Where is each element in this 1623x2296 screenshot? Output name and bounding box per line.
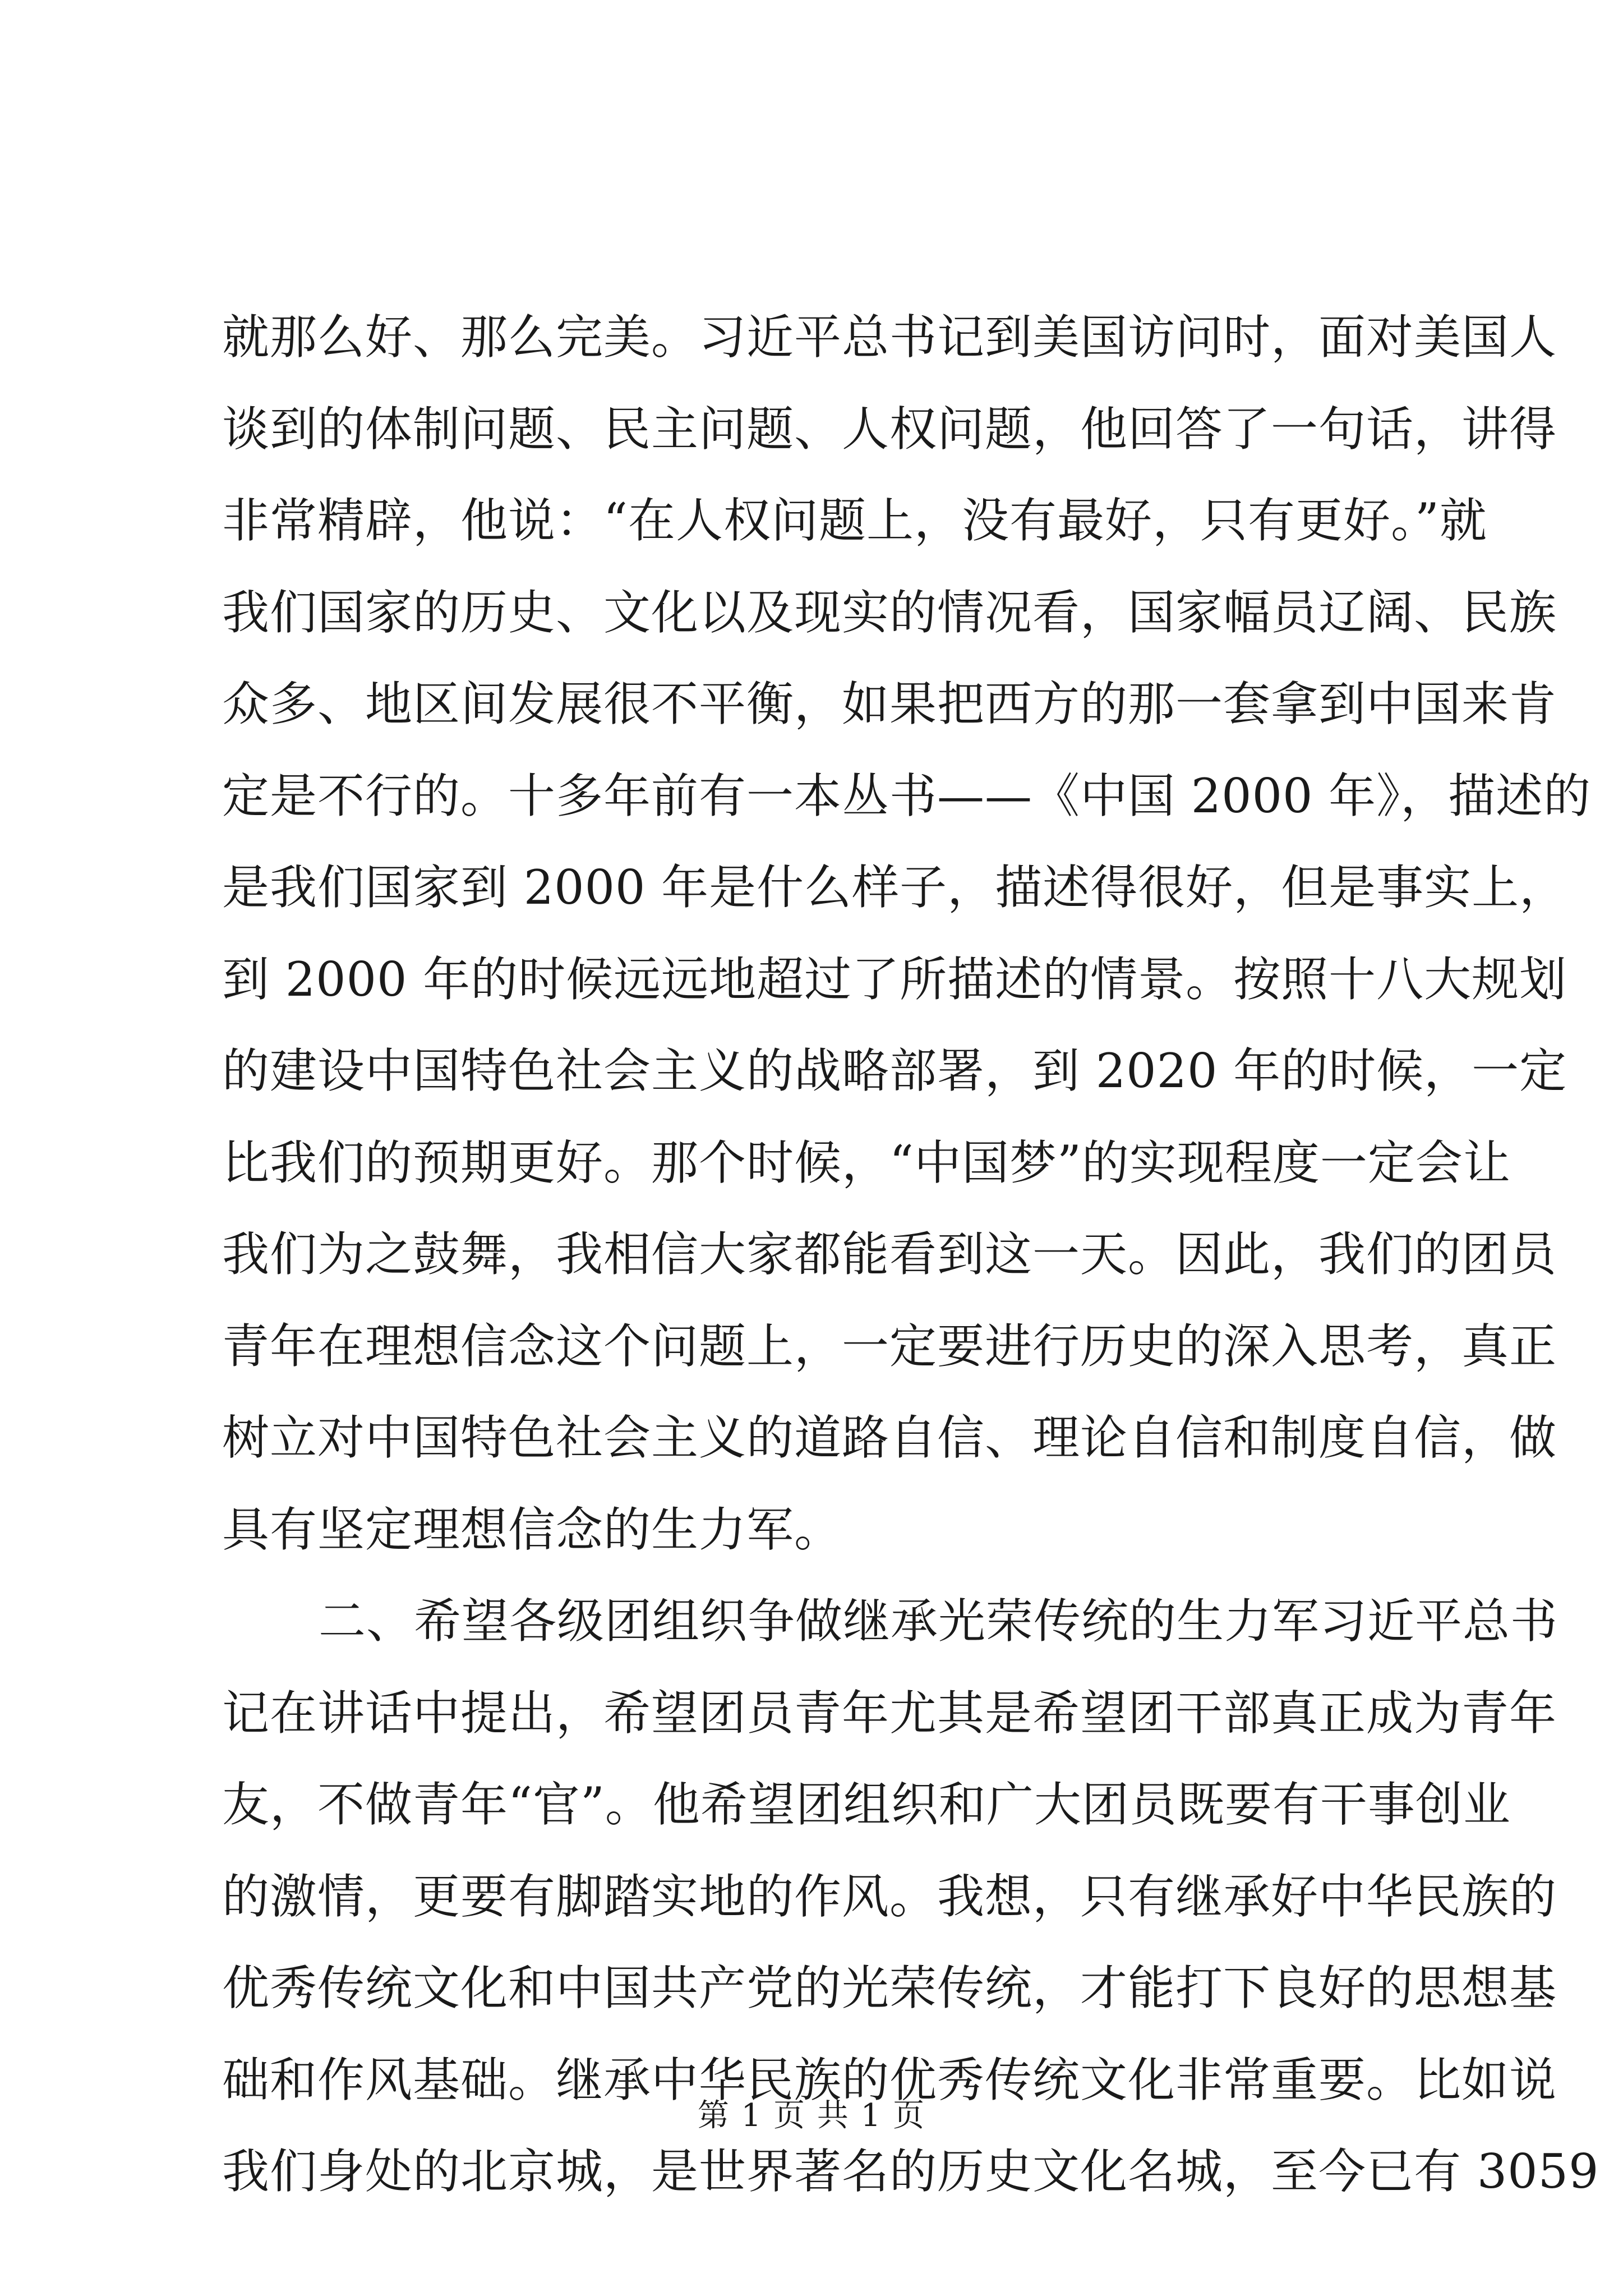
text-line: 优秀传统文化和中国共产党的光荣传统，才能打下良好的思想基 — [222, 1961, 1557, 2016]
text-line: 就那么好、那么完美。习近平总书记到美国访问时，面对美国人 — [222, 310, 1557, 365]
text-line: 谈到的体制问题、民主问题、人权问题，他回答了一句话，讲得 — [222, 401, 1557, 457]
text-line: 具有坚定理想信念的生力军。 — [222, 1502, 842, 1557]
text-line: 础和作风基础。继承中华民族的优秀传统文化非常重要。比如说 — [222, 2052, 1557, 2108]
text-line: 我们国家的历史、文化以及现实的情况看，国家幅员辽阔、民族 — [222, 585, 1557, 640]
text-line: 的激情，更要有脚踏实地的作风。我想，只有继承好中华民族的 — [222, 1869, 1557, 1924]
text-line: 我们身处的北京城，是世界著名的历史文化名城，至今已有 3059 — [222, 2144, 1599, 2199]
document-body — [222, 292, 1599, 2218]
text-line: 记在讲话中提出，希望团员青年尤其是希望团干部真正成为青年 — [222, 1685, 1557, 1741]
text-line: 到 2000 年的时候远远地超过了所描述的情景。按照十八大规划 — [222, 951, 1567, 1007]
text-line: 友，不做青年“官”。他希望团组织和广大团员既要有干事创业 — [222, 1777, 1511, 1832]
text-line: 青年在理想信念这个问题上，一定要进行历史的深入思考，真正 — [222, 1318, 1557, 1374]
text-line: 众多、地区间发展很不平衡，如果把西方的那一套拿到中国来肯 — [222, 677, 1557, 731]
text-line: 的建设中国特色社会主义的战略部署，到 2020 年的时候，一定 — [222, 1043, 1567, 1098]
text-line: 比我们的预期更好。那个时候，“中国梦”的实现程度一定会让 — [222, 1135, 1511, 1190]
text-line: 是我们国家到 2000 年是什么样子，描述得很好，但是事实上， — [222, 860, 1567, 915]
page-footer: 第 1 页 共 1 页 — [697, 2097, 926, 2134]
text-line: 非常精辟，他说：“在人权问题上，没有最好，只有更好。”就 — [222, 493, 1487, 548]
text-line: 定是不行的。十多年前有一本丛书——《中国 2000 年》，描述的 — [222, 768, 1592, 823]
text-line: 我们为之鼓舞，我相信大家都能看到这一天。因此，我们的团员 — [222, 1227, 1557, 1282]
paragraph-1 — [222, 292, 1592, 1576]
text-line: 二、希望各级团组织争做继承光荣传统的生力军习近平总书 — [319, 1594, 1559, 1649]
text-line: 树立对中国特色社会主义的道路自信、理论自信和制度自信，做 — [222, 1410, 1557, 1465]
